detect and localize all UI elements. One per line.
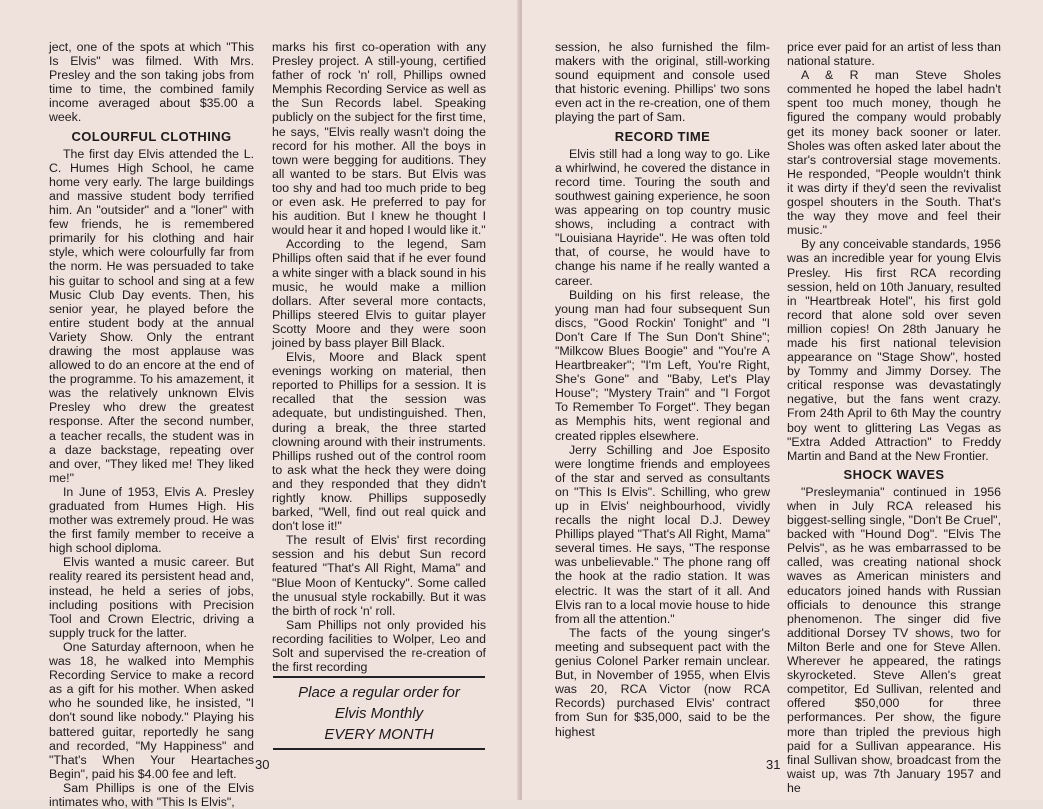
right-page-column-1 bbox=[555, 40, 770, 739]
paragraph: "Presleymania" continued in 1956 when in July RCA released his biggest-selling single, "Don't Be Cruel", backed with "Hound Dog". "Elvis The Pelvis", as he was embarrassed to be called, was creating national shock waves as American ministers and educators joined hands with Russian officials to denounce this strange phenomenon. The singer did five additional Dorsey TV shows, two for Milton Berle and one for Steve Allen. Wherever he appeared, the ratings skyrocketed. Steve Allen's great competitor, Ed Sullivan, relented and offered $50,000 for three performances. Per show, the figure more than tripled the previous high paid for a Sullivan appearance. His final Sullivan show, broadcast from the waist up, was 7th January 1957 and he bbox=[787, 484, 1001, 795]
paragraph: price ever paid for an artist of less than national stature. bbox=[787, 40, 1001, 69]
section-heading: SHOCK WAVES bbox=[843, 466, 945, 482]
page-number: 30 bbox=[255, 757, 270, 772]
paragraph: ject, one of the spots at which "This Is Elvis" was filmed. With Mrs. Presley and the son taking jobs from time to time, the combined family income averaged about $35.00 a week. bbox=[49, 40, 254, 125]
paragraph: In June of 1953, Elvis A. Presley graduated from Humes High. His mother was extremely proud. He was the first family member to receive a high school diploma. bbox=[49, 484, 254, 556]
paragraph: By any conceivable standards, 1956 was an incredible year for young Elvis Presley. His first RCA recording session, held on 10th January, resulted in "Heartbreak Hotel", his first gold record that alone sold over seven million copies! On 28th January he made his first national television appearance on "Stage Show", hosted by Tommy and Jimmy Dorsey. The critical response was devastatingly negative, but the fans went crazy. From 24th April to 6th May the country boy went to glittering Las Vegas as "Extra Added Attraction" to Freddy Martin and Band at the New Frontier. bbox=[787, 237, 1001, 463]
paragraph: Elvis still had a long way to go. Like a whirlwind, he covered the distance in record time. Touring the south and southwest gaining experience, he soon was appearing on top country music shows, including a contract with "Louisiana Hayride". He was often told that, of course, he would have to change his name if he really wanted a career. bbox=[555, 146, 770, 288]
left-page-column-1 bbox=[49, 40, 254, 809]
paragraph: session, he also furnished the film-makers with the original, still-working sound equipment and console used that historic evening. Phillips' two sons even act in the re-creation, one of them playing the part of Sam. bbox=[555, 40, 770, 125]
subscription-promo-box bbox=[273, 676, 485, 750]
paragraph: Elvis wanted a music career. But reality reared its persistent head and, instead, he held a series of jobs, including positions with Precision Tool and Crown Electric, driving a supply truck for the latter. bbox=[49, 555, 254, 640]
left-page-column-2 bbox=[272, 40, 486, 674]
paragraph: The facts of the young singer's meeting and subsequent pact with the genius Colonel Parker remain unclear. But, in November of 1955, when Elvis was 20, RCA Victor (now RCA Records) purchased Elvis' contract from Sun for $35,000, said to be the highest bbox=[555, 625, 770, 739]
paragraph: Sam Phillips not only provided his recording facilities to Wolper, Leo and Solt and supervised the re-creation of the first recording bbox=[272, 617, 486, 675]
promo-line: Elvis Monthly bbox=[334, 705, 424, 722]
paragraph: A & R man Steve Sholes commented he hoped the label hadn't spent too much money, though he figured the company would probably get its money back sooner or later. Sholes was often asked later about the star's controversial stage movements. He responded, "People wouldn't think it was dirty if they'd seen the revivalist gospel shouters in the South. That's the way they move and feel their music." bbox=[787, 68, 1001, 238]
right-page-column-2 bbox=[787, 40, 1001, 795]
left-page bbox=[0, 0, 520, 809]
paragraph: According to the legend, Sam Phillips often said that if he ever found a white singer with a black sound in his music, he would make a million dollars. After several more contacts, Phillips steered Elvis to guitar player Scotty Moore and they were soon joined by bass player Bill Black. bbox=[272, 237, 486, 350]
paragraph: Building on his first release, the young man had four subsequent Sun discs, "Good Rockin' Tonight" and "I Don't Care If The Sun Don't Shine"; "Milkcow Blues Boogie" and "You're A Heartbreaker"; "I'm Left, You're Right, She's Gone" and "Baby, Let's Play House"; "Mystery Train" and "I Forgot To Remember To Forget". They began as Memphis hits, went regional and created ripples elsewhere. bbox=[555, 287, 770, 443]
paragraph: The first day Elvis attended the L. C. Humes High School, he came home very early. The large buildings and massive student body terrified him. An "outsider" and a "loner" with few friends, he is remembered primarily for his clothing and hair style, which were colourfully far from the norm. He was persuaded to take his guitar to school and sing at a few Music Club Day events. Then, his senior year, he played before the entire student body at the annual Variety Show. Only the entrant drawing the most applause was allowed to do an encore at the end of the programme. To his amazement, it was the relatively unknown Elvis Presley who drew the greatest response. After the second number, a teacher recalls, the student was in a daze backstage, repeating over and over, "They liked me! They liked me!" bbox=[49, 146, 254, 485]
paragraph: Sam Phillips is one of the Elvis intimates who, with "This Is Elvis", bbox=[49, 780, 254, 809]
paragraph: Elvis, Moore and Black spent evenings working on material, then reported to Phillips for a session. It is recalled that the session was adequate, but undistinguished. Then, during a break, the three started clowning around with their instruments. Phillips rushed out of the control room to ask what the heck they were doing and they responded that they didn't rightly know. Phillips supposedly barked, "Well, find out real quick and don't lose it!" bbox=[272, 350, 486, 534]
paragraph: Jerry Schilling and Joe Esposito were longtime friends and employees of the star and served as consultants on "This Is Elvis". Schilling, who grew up in Elvis' neighbourhood, vividly recalls the night local D.J. Dewey Phillips played "That's All Right, Mama" several times. He says, "The response was unbelievable." The phone rang off the hook at the radio station. It was electric. It was the start of it all. And Elvis ran to a local movie house to hide from all the attention." bbox=[555, 442, 770, 626]
paragraph: The result of Elvis' first recording session and his debut Sun record featured "That's All Right, Mama" and "Blue Moon of Kentucky". Some called the unusual style rockabilly. But it was the birth of rock 'n' roll. bbox=[272, 533, 486, 618]
promo-line: EVERY MONTH bbox=[324, 726, 434, 743]
paragraph: marks his first co-operation with any Presley project. A still-young, certified father of rock 'n' roll, Phillips owned Memphis Recording Service as well as the Sun Records label. Speaking publicly on the subject for the first time, he says, "Elvis really wasn't doing the record for his mother. All the boys in town were begging for auditions. They all wanted to be stars. But Elvis was too shy and had too much pride to beg or even ask. He preferred to pay for his audition. But I knew he thought I would hear it and hoped I would like it." bbox=[272, 40, 486, 238]
promo-line: Place a regular order for bbox=[298, 684, 460, 701]
paragraph: One Saturday afternoon, when he was 18, he walked into Memphis Recording Service to make a record as a gift for his mother. When asked who he sounded like, he insisted, "I don't sound like nobody." Playing his battered guitar, reportedly he sang and recorded, "My Happiness" and "That's When Your Heartaches Begin", paid his $4.00 fee and left. bbox=[49, 639, 254, 781]
section-heading: COLOURFUL CLOTHING bbox=[71, 128, 232, 144]
page-number: 31 bbox=[766, 757, 781, 772]
section-heading: RECORD TIME bbox=[614, 128, 711, 144]
